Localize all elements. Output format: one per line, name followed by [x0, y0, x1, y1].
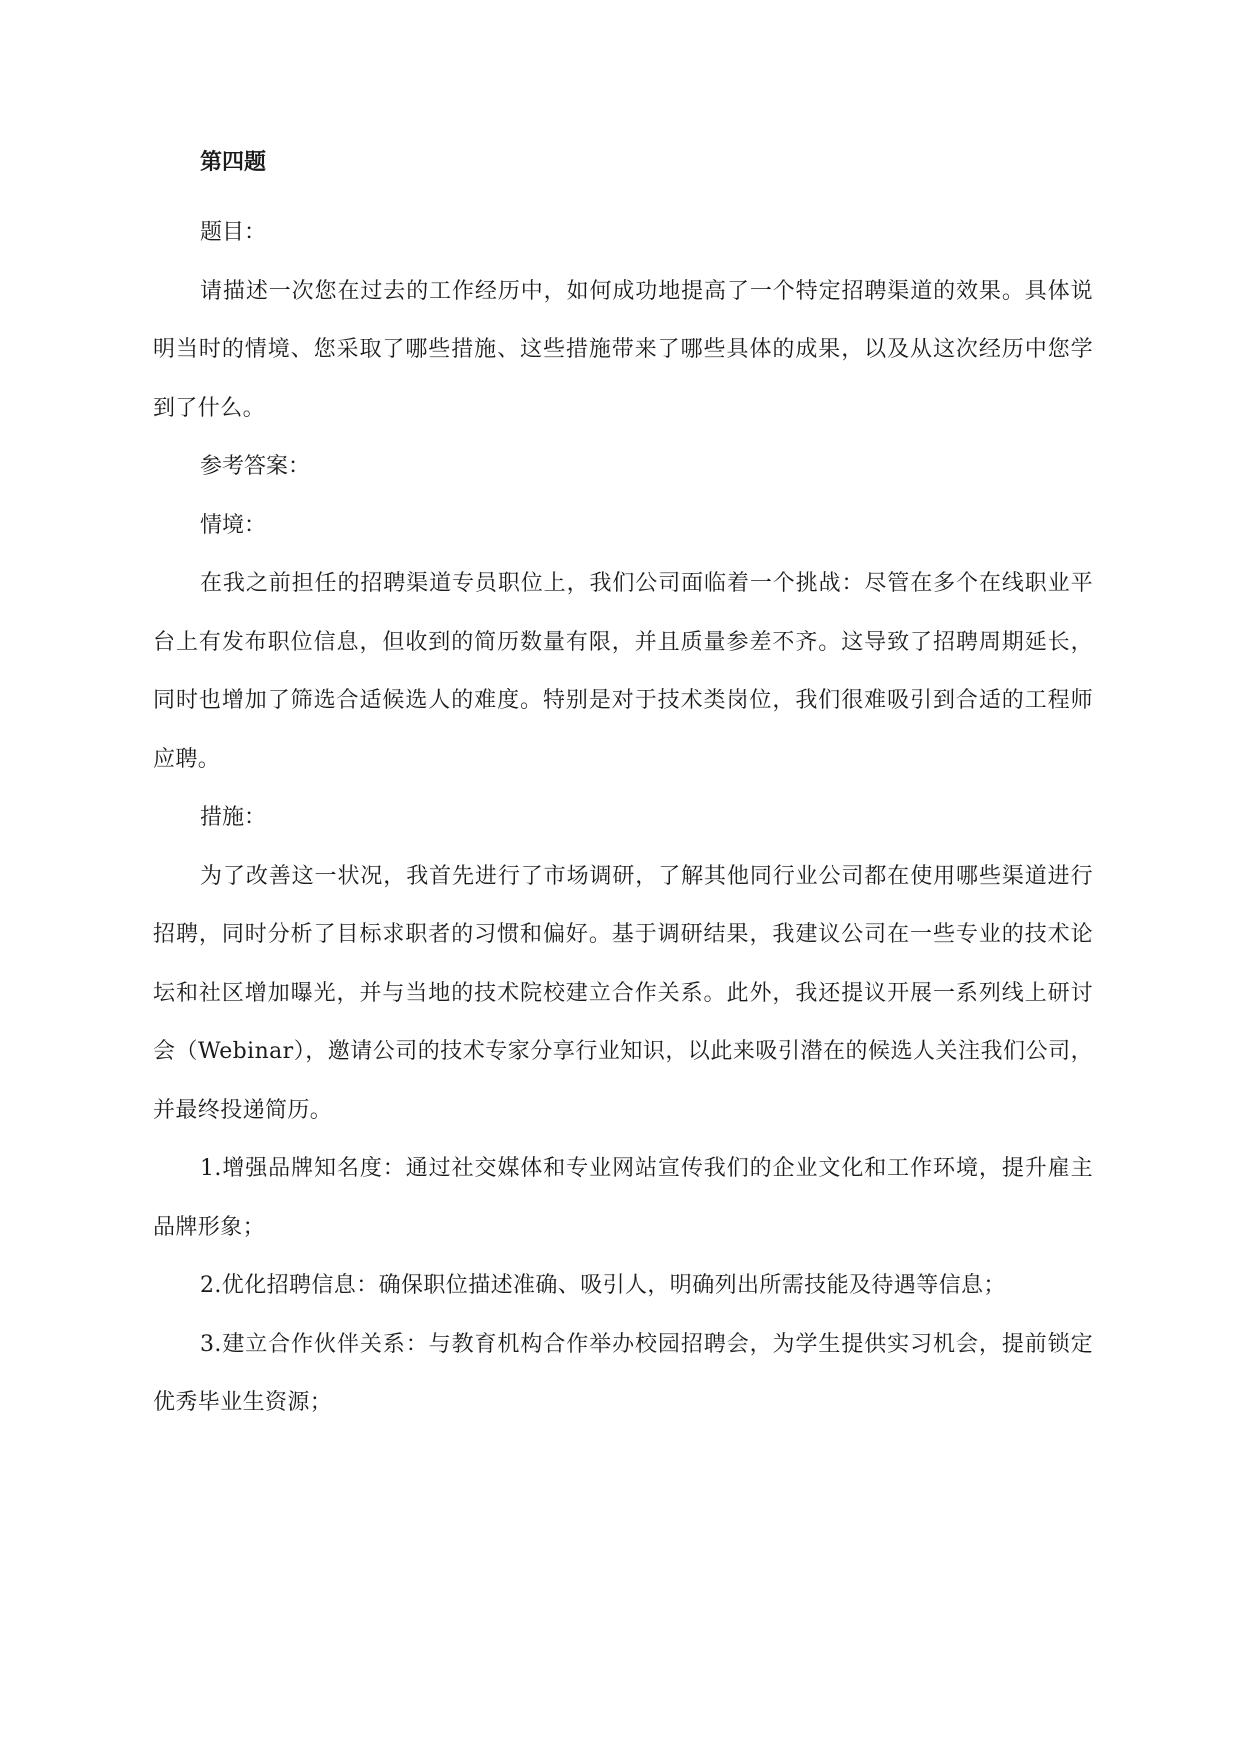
measure-item-3: 3.建立合作伙伴关系：与教育机构合作举办校园招聘会，为学生提供实习机会，提前锁定优秀毕业生资源；	[153, 1331, 1093, 1415]
measures-text: 为了改善这一状况，我首先进行了市场调研，了解其他同行业公司都在使用哪些渠道进行招聘，同时分析了目标求职者的习惯和偏好。基于调研结果，我建议公司在一些专业的技术论坛和社区增加曝光，并与当地的技术院校建立合作关系。此外，我还提议开展一系列线上研讨会（Webinar），邀请公司的技术专家分享行业知识，以此来吸引潜在的候选人关注我们公司，并最终投递简历。	[153, 863, 1093, 1123]
question-label: 题目：	[200, 220, 267, 245]
measure-item-1: 1.增强品牌知名度：通过社交媒体和专业网站宣传我们的企业文化和工作环境，提升雇主品牌形象；	[153, 1156, 1093, 1240]
document-body	[153, 148, 1093, 1433]
question-text: 请描述一次您在过去的工作经历中，如何成功地提高了一个特定招聘渠道的效果。具体说明当时的情境、您采取了哪些措施、这些措施带来了哪些具体的成果，以及从这次经历中您学到了什么。	[153, 278, 1093, 421]
measure-item-2: 2.优化招聘信息：确保职位描述准确、吸引人，明确列出所需技能及待遇等信息；	[200, 1273, 1006, 1298]
measures-label: 措施：	[200, 805, 267, 830]
answer-label: 参考答案：	[200, 454, 311, 479]
section-heading: 第四题	[200, 150, 267, 175]
situation-label: 情境：	[200, 512, 267, 538]
situation-text: 在我之前担任的招聘渠道专员职位上，我们公司面临着一个挑战：尽管在多个在线职业平台上有发布职位信息，但收到的简历数量有限，并且质量参差不齐。这导致了招聘周期延长，同时也增加了筛选合适候选人的难度。特别是对于技术类岗位，我们很难吸引到合适的工程师应聘。	[153, 571, 1093, 772]
